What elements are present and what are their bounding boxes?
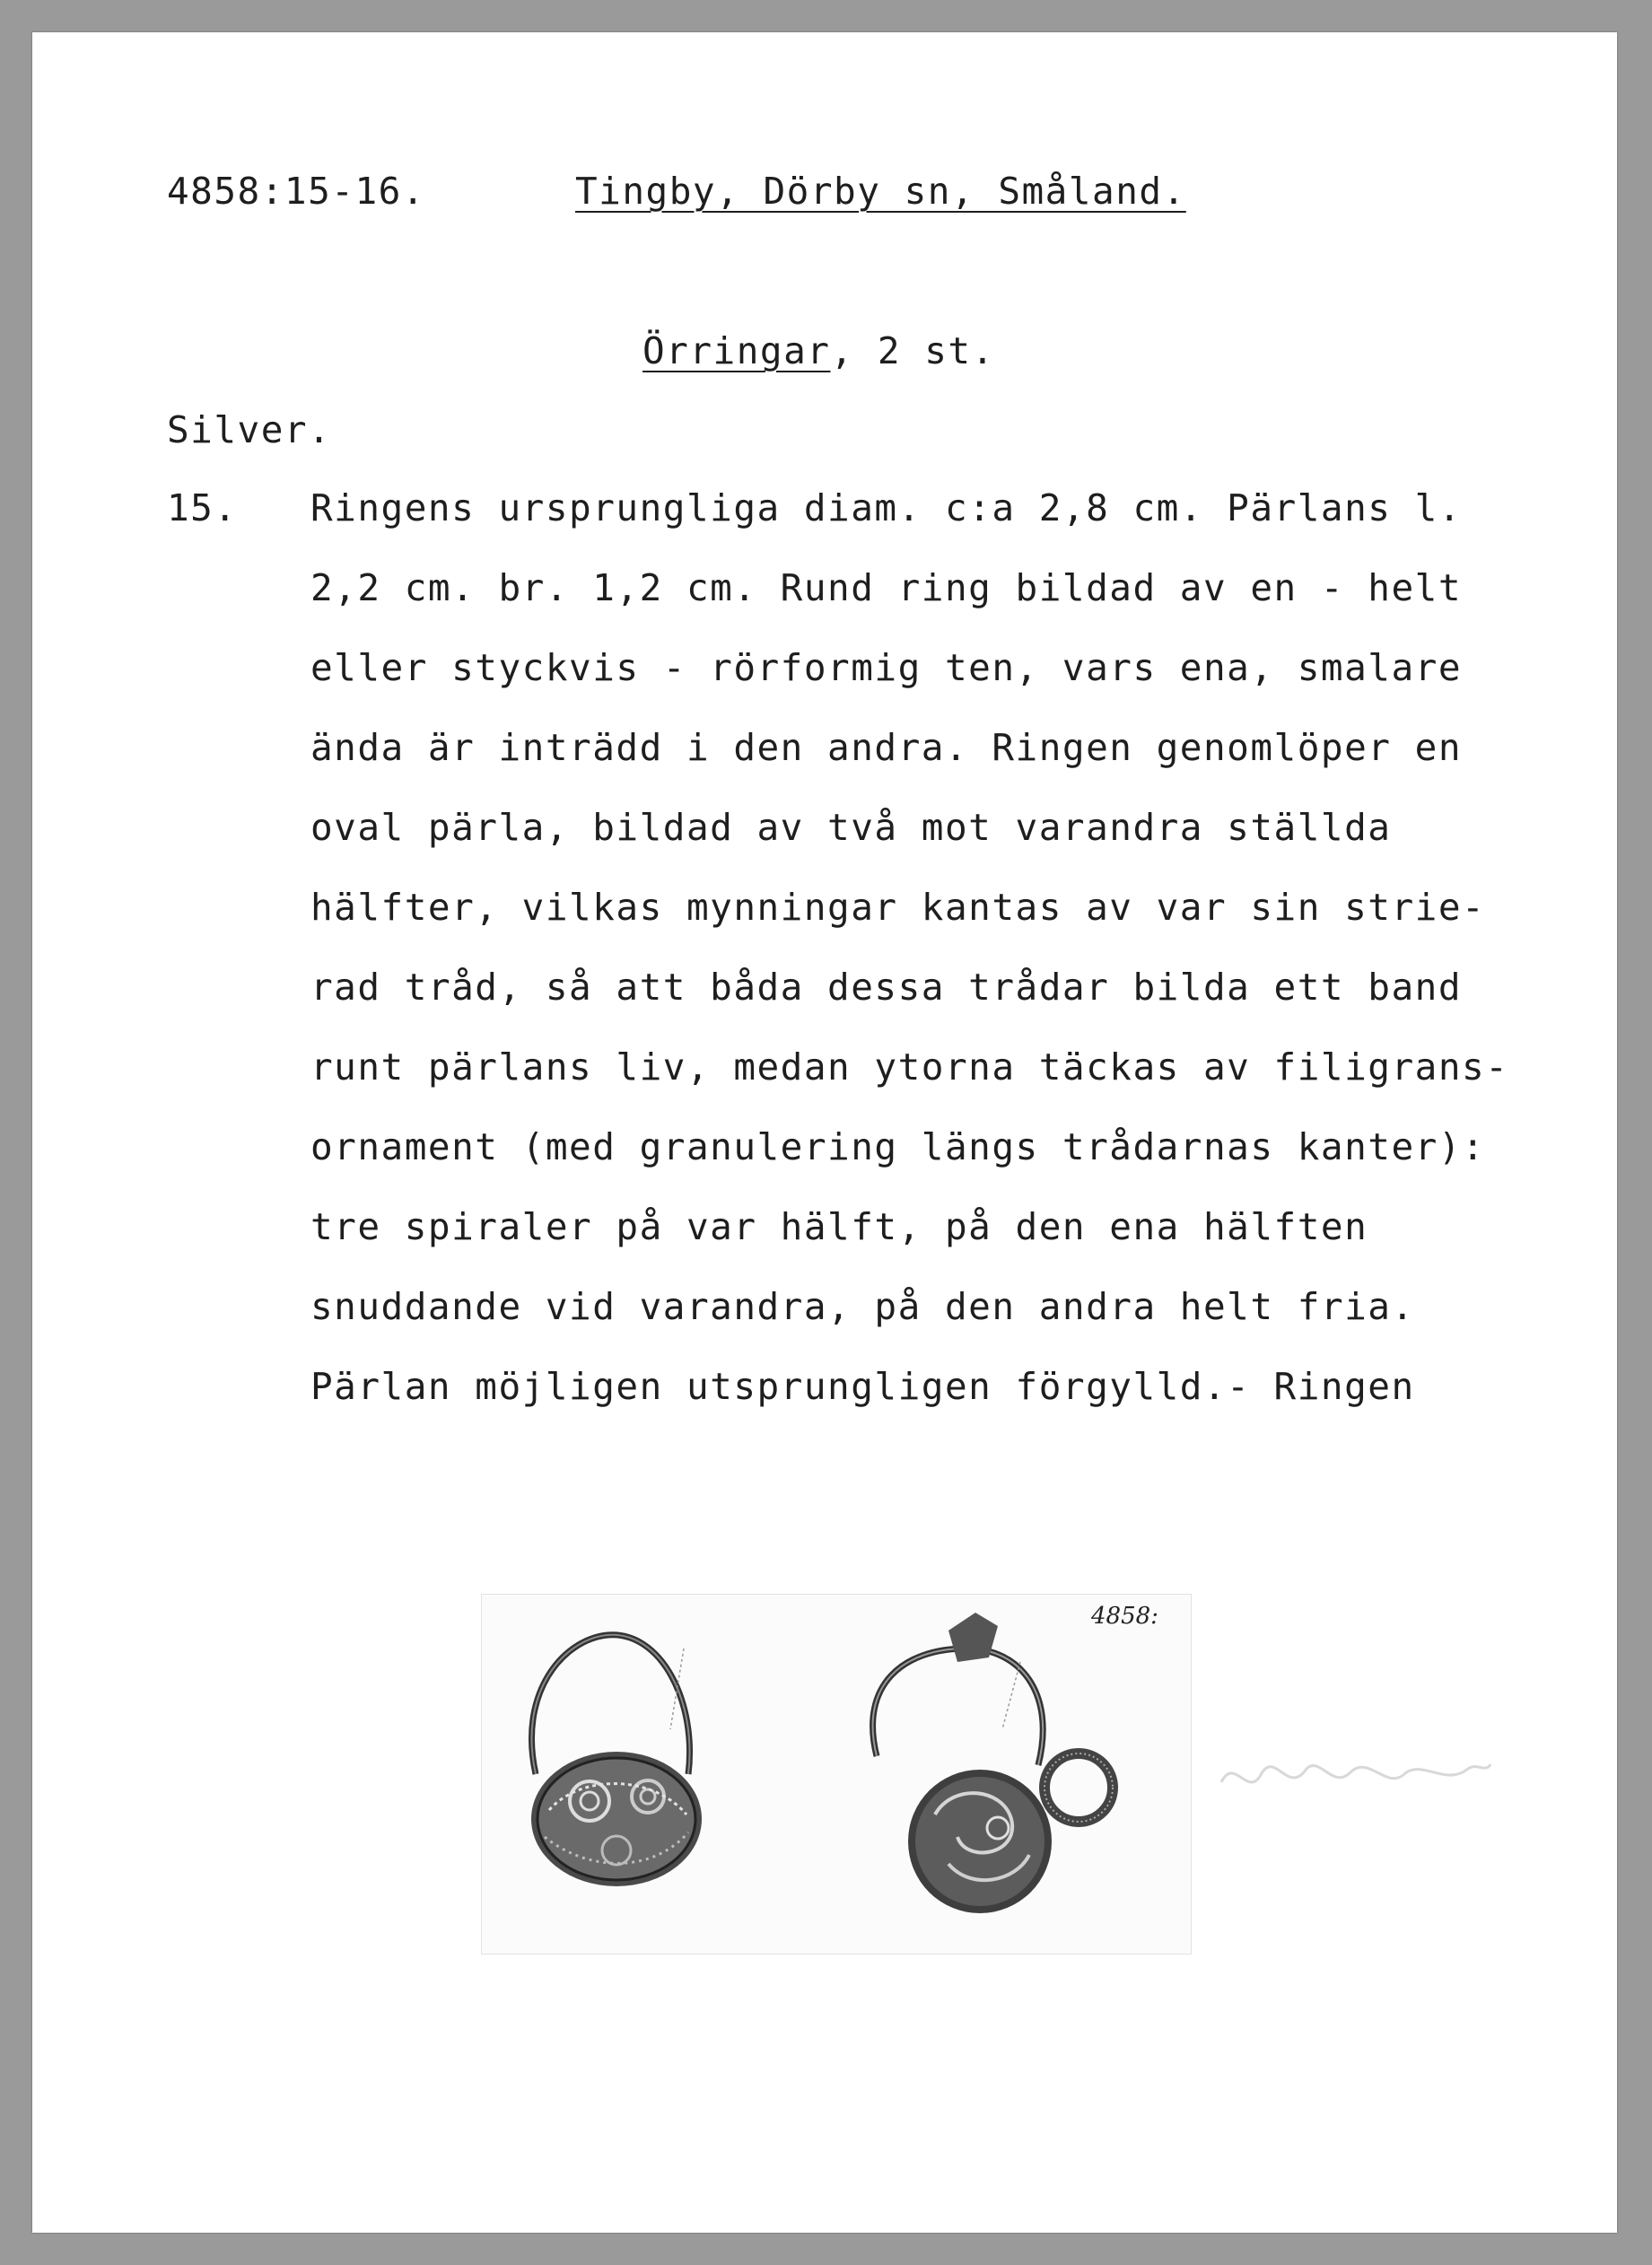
description-line: snuddande vid varandra, på den andra helt fria. bbox=[310, 1285, 1415, 1328]
object-heading bbox=[642, 328, 995, 373]
description-line: ända är inträdd i den andra. Ringen genomlöper en bbox=[310, 726, 1463, 769]
find-location: Tingby, Dörby sn, Småland. bbox=[575, 170, 1186, 213]
description-line: runt pärlans liv, medan ytorna täckas av filigrans- bbox=[310, 1045, 1509, 1089]
description-line: hälfter, vilkas mynningar kantas av var sin strie- bbox=[310, 886, 1486, 929]
material: Silver. bbox=[167, 408, 332, 451]
catalog-number: 4858:15-16. bbox=[167, 170, 426, 213]
item-number: 15. bbox=[167, 486, 238, 529]
pencil-scribble-icon bbox=[1217, 1737, 1495, 1809]
description-line: tre spiraler på var hälft, på den ena hälften bbox=[310, 1205, 1368, 1248]
object-count: , 2 st. bbox=[830, 329, 995, 372]
earring-photograph-icon bbox=[482, 1595, 1191, 1954]
earring-photograph bbox=[481, 1594, 1192, 1955]
description-line: oval pärla, bildad av två mot varandra ställda bbox=[310, 806, 1392, 849]
description-line: Pärlan möjligen utsprungligen förgylld.- Ringen bbox=[310, 1365, 1415, 1408]
catalog-card bbox=[32, 32, 1617, 2233]
description-line: ornament (med granulering längs trådarnas kanter): bbox=[310, 1125, 1486, 1168]
description-line: Ringens ursprungliga diam. c:a 2,8 cm. Pärlans l. bbox=[310, 486, 1463, 529]
photo-catalog-label: 4858: bbox=[1091, 1603, 1158, 1630]
description-line: eller styckvis - rörformig ten, vars ena, smalare bbox=[310, 646, 1463, 689]
description-line: 2,2 cm. br. 1,2 cm. Rund ring bildad av en - helt bbox=[310, 566, 1463, 609]
object-title: Örringar bbox=[642, 329, 831, 372]
description-line: rad tråd, så att båda dessa trådar bilda ett band bbox=[310, 966, 1463, 1009]
